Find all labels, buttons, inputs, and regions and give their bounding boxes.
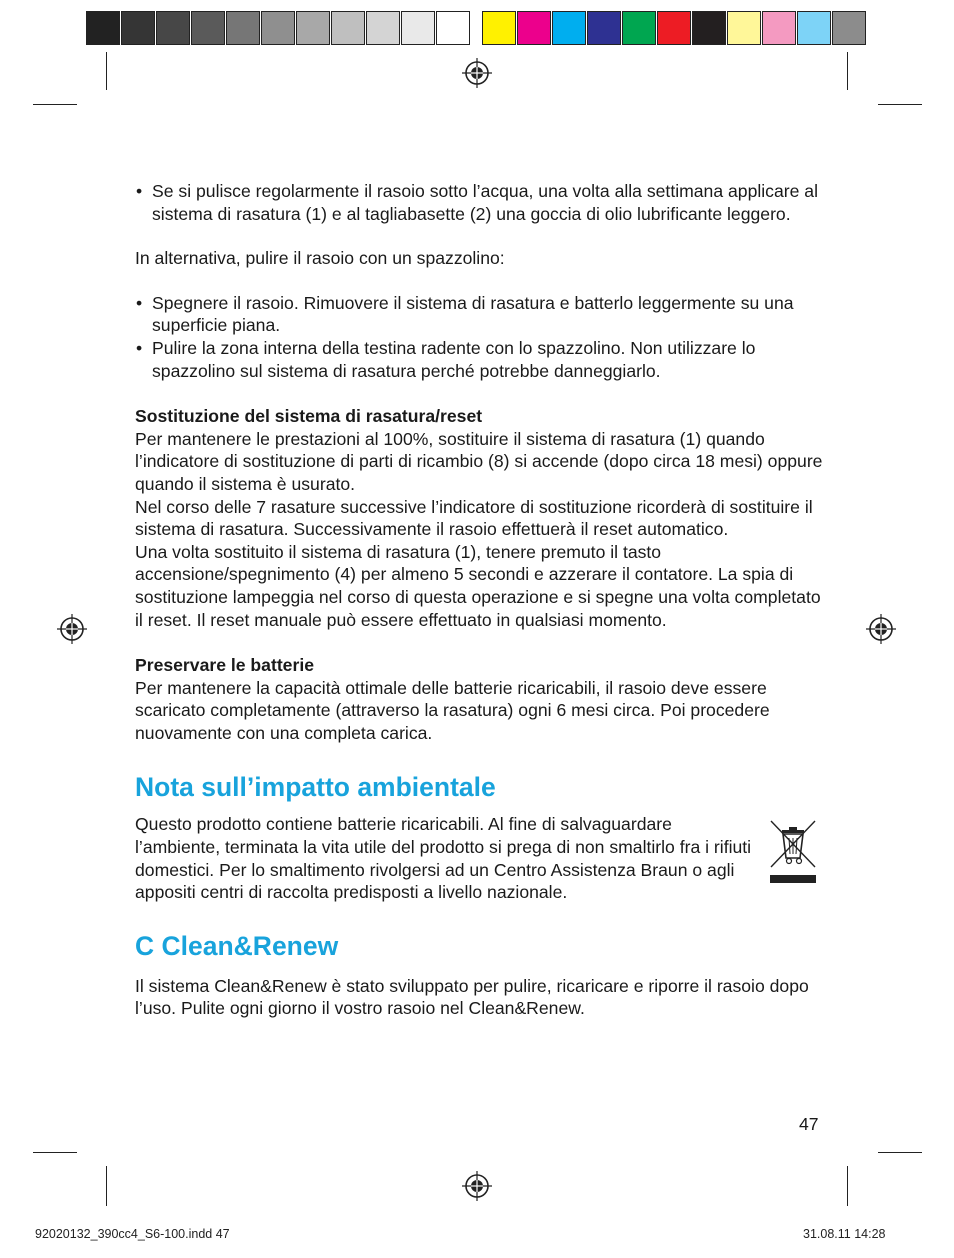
bullet: • xyxy=(136,181,143,201)
replacement-subheading: Sostituzione del sistema di rasatura/reset xyxy=(135,406,483,427)
registration-mark-icon xyxy=(866,614,896,644)
crop-mark xyxy=(33,104,77,105)
color-swatch xyxy=(331,11,365,45)
environment-section xyxy=(135,813,825,903)
crossed-out-wheelie-bin-icon xyxy=(769,819,819,883)
cleaning-bullets-1 xyxy=(135,180,825,225)
registration-mark-icon xyxy=(462,1171,492,1201)
battery-subheading: Preservare le batterie xyxy=(135,655,314,676)
color-swatch xyxy=(832,11,866,45)
alt-intro-text: In alternativa, pulire il rasoio con un spazzolino: xyxy=(135,248,505,269)
crop-mark xyxy=(878,1152,922,1153)
environment-heading: Nota sull’impatto ambientale xyxy=(135,772,496,803)
list-item: • Se si pulisce regolarmente il rasoio sotto l’acqua, una volta alla settimana applicare al sistema di rasatura (1) e al tagliabasette (2) una goccia di olio lubrificante leggero. xyxy=(136,181,818,224)
color-swatch xyxy=(552,11,586,45)
registration-mark-icon xyxy=(462,58,492,88)
color-swatch xyxy=(226,11,260,45)
bullet: • xyxy=(136,337,143,358)
replacement-paragraph: Nel corso delle 7 rasature successive l’indicatore di sostituzione ricorderà di sostituire il sistema di rasatura. Successivamente il rasoio effettuerà il reset automatico. xyxy=(135,496,813,540)
color-swatch xyxy=(436,11,470,45)
color-swatch xyxy=(797,11,831,45)
color-swatch xyxy=(121,11,155,45)
page-content xyxy=(135,180,825,1020)
crop-mark xyxy=(33,1152,77,1153)
color-swatch xyxy=(692,11,726,45)
footer-timestamp: 31.08.11 14:28 xyxy=(803,1227,886,1241)
crop-mark xyxy=(847,52,848,90)
color-swatch xyxy=(156,11,190,45)
clean-renew-paragraph: Il sistema Clean&Renew è stato sviluppato per pulire, ricaricare e riporre il rasoio dopo l’uso. Pulite ogni giorno il vostro rasoio nel Clean&Renew. xyxy=(135,975,809,1019)
page-number: 47 xyxy=(799,1114,819,1134)
crop-mark xyxy=(106,52,107,90)
grayscale-swatch-bar xyxy=(86,11,471,47)
crop-mark xyxy=(847,1166,848,1206)
list-item: • Pulire la zona interna della testina radente con lo spazzolino. Non utilizzare lo spazzolino sul sistema di rasatura perché potrebbe danneggiarlo. xyxy=(136,337,756,381)
clean-renew-heading: C Clean&Renew xyxy=(135,930,339,961)
color-swatch xyxy=(517,11,551,45)
color-swatch-bar xyxy=(482,11,867,47)
bullet: • xyxy=(136,292,143,313)
registration-mark-icon xyxy=(57,614,87,644)
battery-paragraph: Per mantenere la capacità ottimale delle batterie ricaricabili, il rasoio deve essere scaricato completamente (attraverso la rasatura) ogni 6 mesi circa. Poi procedere nuovamente con una completa carica. xyxy=(135,677,770,743)
color-swatch xyxy=(261,11,295,45)
color-swatch xyxy=(482,11,516,45)
color-swatch xyxy=(657,11,691,45)
color-swatch xyxy=(401,11,435,45)
color-swatch xyxy=(622,11,656,45)
cleaning-bullets-2 xyxy=(135,292,825,382)
color-swatch xyxy=(366,11,400,45)
color-swatch xyxy=(86,11,120,45)
color-swatch xyxy=(191,11,225,45)
color-swatch xyxy=(296,11,330,45)
environment-paragraph: Questo prodotto contiene batterie ricaricabili. Al fine di salvaguardare l’ambiente, terminata la vita utile del prodotto si prega di non smaltirlo fra i rifiuti domestici. Per lo smaltimento rivolgersi ad un Centro Assistenza Braun o agli appositi centri di raccolta predisposti a livello nazionale. xyxy=(135,814,752,903)
footer-filename: 92020132_390cc4_S6-100.indd 47 xyxy=(35,1227,230,1241)
crop-mark xyxy=(106,1166,107,1206)
color-swatch xyxy=(762,11,796,45)
list-item: • Spegnere il rasoio. Rimuovere il sistema di rasatura e batterlo leggermente su una superficie piana. xyxy=(136,292,794,336)
color-swatch xyxy=(727,11,761,45)
replacement-paragraph: Per mantenere le prestazioni al 100%, sostituire il sistema di rasatura (1) quando l’indicatore di sostituzione di parti di ricambio (8) si accende (dopo circa 18 mesi) oppure quando il sistema è usurato. xyxy=(135,428,823,494)
crop-mark xyxy=(878,104,922,105)
color-swatch xyxy=(587,11,621,45)
replacement-paragraph: Una volta sostituito il sistema di rasatura (1), tenere premuto il tasto accensione/spegnimento (4) per almeno 5 secondi e azzerare il contatore. La spia di sostituzione lampeggia nel corso di questa operazione e si spegne una volta completato il reset. Il reset manuale può essere effettuato in qualsiasi momento. xyxy=(135,541,821,630)
